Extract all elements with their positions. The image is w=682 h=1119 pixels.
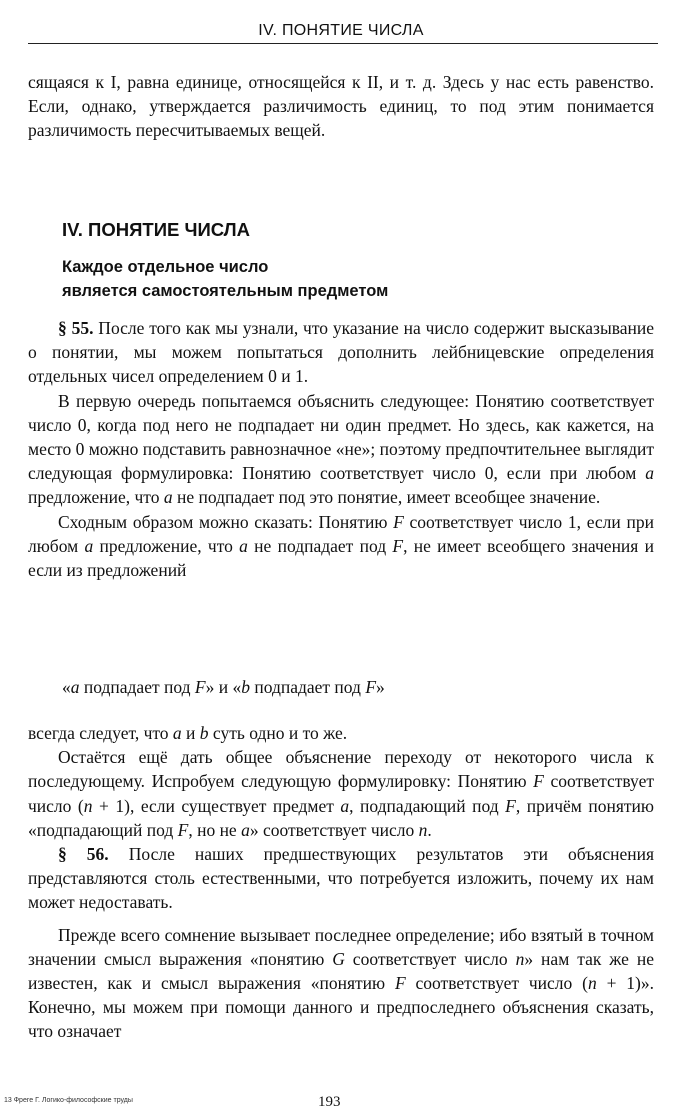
variable-a: a bbox=[70, 677, 80, 697]
text-run: предложение, что bbox=[28, 487, 164, 508]
header-rule bbox=[28, 43, 658, 44]
variable-a: a bbox=[163, 487, 173, 508]
subtitle-line-1: Каждое отдельное число bbox=[62, 258, 269, 276]
text-run: подпадает под bbox=[249, 677, 366, 697]
text-run: + 1), если существует предмет bbox=[92, 795, 341, 816]
text-run: » нам так же не известен, как и смысл выражения «понятию bbox=[28, 948, 654, 994]
printer-note: 13 Фреге Г. Логико-философские труды bbox=[4, 1097, 133, 1104]
paragraph-56 bbox=[28, 842, 654, 915]
variable-F: F bbox=[365, 677, 377, 697]
variable-F: F bbox=[392, 535, 404, 556]
section-subtitle bbox=[62, 255, 388, 303]
text-run: . bbox=[427, 819, 432, 840]
paragraph-always-follows bbox=[28, 721, 654, 745]
paragraph-55-text: После того как мы узнали, что указание на число содержит высказывание о понятии, мы можем попытаться дополнить лейбницевские определения отдельных чисел определением 0 и 1. bbox=[28, 318, 654, 387]
variable-a: a bbox=[172, 723, 182, 743]
variable-a: a bbox=[241, 819, 250, 840]
continued-paragraph: сящаяся к I, равна единице, относящейся к II, и т. д. Здесь у нас есть равенство. Если, однако, утверждается различимость единиц, то под этим понимается различимость пересчитываемых вещей. bbox=[28, 72, 654, 141]
top-paragraph-block bbox=[28, 70, 654, 143]
variable-b: b bbox=[241, 677, 250, 697]
text-run: Прежде всего сомнение вызывает последнее определение; ибо взятый в точном значении смысл выражения «понятию bbox=[28, 924, 654, 969]
text-run: предложение, что bbox=[93, 535, 240, 556]
variable-F: F bbox=[393, 511, 404, 532]
variable-F: F bbox=[505, 795, 516, 816]
text-run: » bbox=[376, 677, 385, 697]
variable-a: a bbox=[340, 795, 350, 816]
text-run: не подпадает под bbox=[247, 535, 393, 556]
text-run: суть одно и то же. bbox=[208, 723, 348, 743]
variable-F: F bbox=[177, 819, 189, 840]
text-run: соответствует число ( bbox=[28, 771, 654, 816]
variable-F: F bbox=[533, 771, 544, 792]
text-run: , подпадающий под bbox=[349, 795, 506, 816]
text-run: « bbox=[62, 677, 71, 697]
body-block-2 bbox=[28, 721, 654, 1044]
paragraph-similar bbox=[28, 510, 654, 583]
section-mark-56: § 56. bbox=[58, 844, 109, 865]
variable-a: a bbox=[645, 463, 654, 484]
text-run: Остаётся ещё дать общее объяснение переходу от некоторого числа к последующему. Испробуем следующую формулировку: Понятию bbox=[28, 747, 654, 792]
text-run: , причём понятию «подпадающий под bbox=[28, 795, 654, 840]
page-number: 193 bbox=[318, 1094, 341, 1110]
text-run: всегда следует, что bbox=[28, 723, 173, 743]
section-title: IV. ПОНЯТИЕ ЧИСЛА bbox=[62, 219, 251, 240]
variable-n: n bbox=[418, 819, 428, 840]
text-run: не подпадает под это понятие, имеет всеобщее значение. bbox=[172, 487, 601, 508]
text-run: , не имеет всеобщего значения и если из предложений bbox=[28, 535, 654, 581]
text-run: соответствует число ( bbox=[405, 973, 588, 994]
text-run: Сходным образом можно сказать: Понятию bbox=[58, 511, 394, 532]
text-run: В первую очередь попытаемся объяснить следующее: Понятию соответствует число 0, когда под него не подпадает ни один предмет. Но здесь, как кажется, на место 0 можно подставить равнозначное «не»; поэтому предпочтительнее выглядит следующая формулировка: Понятию соответствует число 0, если при любом bbox=[28, 390, 654, 484]
variable-G: G bbox=[332, 948, 345, 969]
variable-F: F bbox=[394, 973, 406, 994]
text-run: , но не bbox=[188, 819, 242, 840]
variable-n: n bbox=[587, 973, 597, 994]
subtitle-line-2: является самостоятельным предметом bbox=[62, 282, 389, 300]
paragraph-remains bbox=[28, 745, 654, 842]
text-run: подпадает под bbox=[79, 677, 195, 697]
text-run: и bbox=[181, 723, 200, 743]
paragraph-55 bbox=[28, 316, 654, 389]
variable-F: F bbox=[194, 677, 206, 697]
formula-line bbox=[62, 675, 385, 699]
text-run: соответствует число bbox=[344, 948, 516, 969]
variable-b: b bbox=[199, 723, 209, 743]
paragraph-first-attempt bbox=[28, 389, 654, 510]
text-run: » соответствует число bbox=[249, 819, 419, 840]
variable-a: a bbox=[84, 535, 94, 556]
variable-n: n bbox=[83, 795, 93, 816]
text-run: соответствует число 1, если при любом bbox=[28, 511, 654, 556]
paragraph-56-text: После наших предшествующих результатов эти объяснения представляются столь естественными, что потребуется изложить, почему их нам может недоставать. bbox=[28, 844, 654, 913]
section-mark-55: § 55. bbox=[58, 318, 94, 338]
paragraph-doubt bbox=[28, 923, 654, 1044]
text-run: + 1)». Конечно, мы можем при помощи данного и предпоследнего объяснения сказать, что означает bbox=[28, 973, 654, 1042]
text-run: » и « bbox=[205, 677, 242, 697]
body-block-1 bbox=[28, 316, 654, 582]
variable-a: a bbox=[239, 535, 248, 556]
running-header: IV. ПОНЯТИЕ ЧИСЛА bbox=[258, 22, 424, 39]
variable-n: n bbox=[515, 948, 525, 969]
